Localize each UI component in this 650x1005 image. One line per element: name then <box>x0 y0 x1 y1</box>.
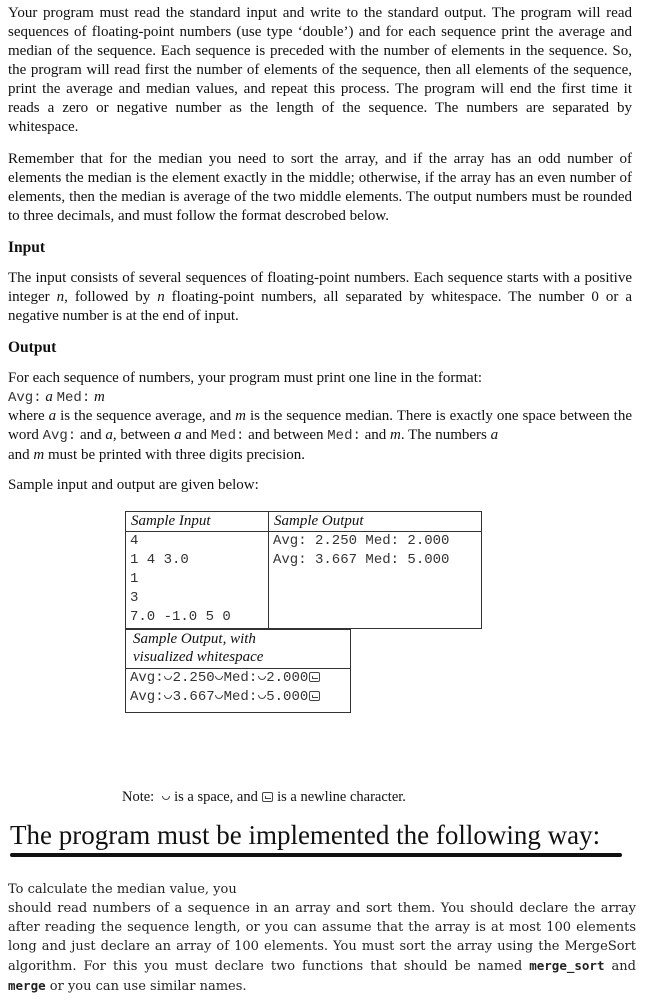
visualized-output-subheader: visualized whitespace <box>133 649 264 665</box>
visualized-output-line: Avg: 3.667 Med: 5.000 <box>126 688 350 707</box>
intro-paragraph-1: Your program must read the standard input and write to the standard output. The program will read sequences of floating-point numbers (use type ‘double’) and for each sequence print the average and median of the sequence. Each sequence is preceded with the number of elements in the sequence. So, the program will read first the number of elements of the sequence, then all elements of the sequence, print the average and median values, and repeat this process. The program will end the first time it reads a zero or negative number as the length of the sequence. The numbers are separated by whitespace. <box>8 5 632 135</box>
title-underline <box>10 853 622 857</box>
output-description: where a is the sequence average, and m is the sequence median. There is exactly one space between the word Avg: and a, between a and Med: and between Med: and m. The numbers a and m must be printed with three digits precision. <box>8 408 632 463</box>
sample-input-box <box>125 511 269 629</box>
newline-symbol-icon <box>309 672 320 682</box>
newline-symbol-icon <box>262 792 273 802</box>
sample-input-line: 4 <box>130 533 139 549</box>
implementation-title: The program must be implemented the following way: <box>10 820 601 850</box>
newline-symbol-icon <box>309 691 320 701</box>
output-format-intro: For each sequence of numbers, your program must print one line in the format: <box>8 370 483 386</box>
output-format-line: Avg: a Med: m <box>8 389 105 406</box>
visualized-output-header: Sample Output, with <box>133 631 256 647</box>
sample-input-line: 1 4 3.0 <box>130 552 189 568</box>
visualized-output-box <box>125 629 351 713</box>
sample-input-header: Sample Input <box>126 512 268 532</box>
sample-input-line: 3 <box>130 590 139 606</box>
space-symbol-icon <box>215 695 223 699</box>
output-heading: Output <box>8 339 57 356</box>
visualized-output-line: Avg: 2.250 Med: 2.000 <box>126 669 350 688</box>
space-symbol-icon <box>258 676 266 680</box>
intro-paragraph-2: Remember that for the median you need to sort the array, and if the array has an odd number of elements the median is the element exactly in the middle; otherwise, if the array has an even number of elements, then the median is average of the two middle elements. The output numbers must be rounded to three decimals, and must follow the format descrobed below. <box>8 151 632 224</box>
space-symbol-icon <box>258 695 266 699</box>
space-symbol-icon <box>164 695 172 699</box>
implementation-text: To calculate the median value, you should read numbers of a sequence in an array and sort them. You should declare the array after reading the sequence length, or you can assume that the array is at most 100 elements long and just declare an array of 100 elements. You must sort the array using the MergeSort algorithm. For this you must declare two functions that should be named merge_sort and merge or you can use similar names. <box>8 882 636 994</box>
space-symbol-icon <box>164 676 172 680</box>
sample-output-header: Sample Output <box>269 512 481 532</box>
sample-output-line: Avg: 2.250 Med: 2.000 <box>273 533 450 549</box>
input-description: The input consists of several sequences of floating-point numbers. Each sequence starts with a positive integer n, followed by n floating-point numbers, all separated by whitespace. The number 0 or a negative number is at the end of input. <box>8 270 632 324</box>
sample-intro-text: Sample input and output are given below: <box>8 477 259 493</box>
whitespace-note: Note: is a space, and is a newline character. <box>122 789 406 805</box>
space-symbol-icon <box>215 676 223 680</box>
sample-output-box <box>268 511 482 629</box>
space-symbol-icon <box>162 796 170 800</box>
sample-input-line: 1 <box>130 571 139 587</box>
sample-input-line: 7.0 -1.0 5 0 <box>130 609 231 625</box>
sample-output-line: Avg: 3.667 Med: 5.000 <box>273 552 450 568</box>
input-heading: Input <box>8 239 46 256</box>
